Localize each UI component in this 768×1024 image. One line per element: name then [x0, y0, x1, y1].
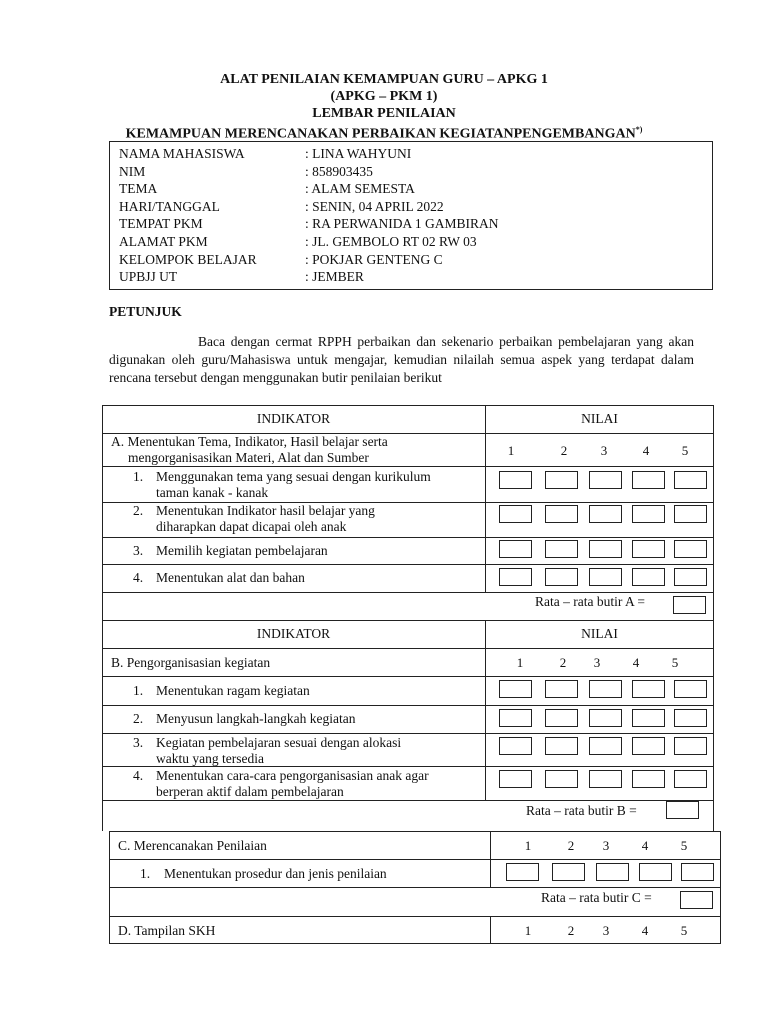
item-number: 4.	[133, 570, 144, 585]
item-text: Menyusun langkah-langkah kegiatan	[156, 711, 356, 726]
item-text-cont: waktu yang tersedia	[156, 751, 264, 766]
score-box[interactable]	[674, 471, 707, 489]
average-label-b: Rata – rata butir B =	[526, 803, 637, 818]
item-number: 1.	[140, 866, 151, 881]
item-text: Kegiatan pembelajaran sesuai dengan alokasi	[156, 735, 402, 750]
scale-label: 1	[524, 923, 532, 938]
info-label: NIM	[119, 164, 146, 179]
score-box[interactable]	[499, 709, 532, 727]
score-box[interactable]	[589, 770, 622, 788]
scale-label: 4	[642, 443, 650, 458]
column-header-indikator: INDIKATOR	[256, 411, 331, 426]
item-number: 1.	[133, 469, 144, 484]
score-box[interactable]	[632, 770, 665, 788]
scale-label: 4	[632, 655, 640, 670]
footnote-marker: *)	[635, 125, 643, 134]
item-text: Menentukan Indikator hasil belajar yang	[156, 503, 375, 518]
info-value: : SENIN, 04 APRIL 2022	[305, 199, 444, 214]
score-box[interactable]	[545, 471, 578, 489]
score-box[interactable]	[545, 540, 578, 558]
scale-label: 2	[567, 838, 575, 853]
info-value: : 858903435	[305, 164, 373, 179]
item-number: 3.	[133, 735, 144, 750]
competency-title: KEMAMPUAN MERENCANAKAN PERBAIKAN KEGIATANPENGEMBANGAN*)	[125, 125, 643, 142]
info-label: TEMA	[119, 181, 158, 196]
score-box[interactable]	[674, 540, 707, 558]
item-text: Memilih kegiatan pembelajaran	[156, 543, 328, 558]
scale-label: 2	[560, 443, 568, 458]
scale-label: 1	[516, 655, 524, 670]
score-box[interactable]	[589, 680, 622, 698]
item-number: 2.	[133, 503, 144, 518]
info-label: UPBJJ UT	[119, 269, 178, 284]
score-box[interactable]	[499, 540, 532, 558]
score-box[interactable]	[589, 505, 622, 523]
score-box[interactable]	[545, 568, 578, 586]
score-box[interactable]	[632, 505, 665, 523]
item-text: Menentukan alat dan bahan	[156, 570, 305, 585]
average-box-a[interactable]	[673, 596, 706, 614]
info-label: KELOMPOK BELAJAR	[119, 252, 257, 267]
score-box[interactable]	[674, 680, 707, 698]
form-subtitle: (APKG – PKM 1)	[330, 89, 438, 104]
score-box[interactable]	[632, 540, 665, 558]
scale-label: 5	[680, 923, 688, 938]
score-box[interactable]	[632, 471, 665, 489]
info-label: NAMA MAHASISWA	[119, 146, 245, 161]
section-b-title: B. Pengorganisasian kegiatan	[111, 655, 271, 670]
section-c-title: C. Merencanakan Penilaian	[118, 838, 267, 853]
scale-label: 2	[567, 923, 575, 938]
column-header-nilai: NILAI	[581, 411, 618, 426]
instructions-text: Baca dengan cermat RPPH perbaikan dan sekenario perbaikan pembelajaran yang akan digunakan oleh guru/Mahasiswa untuk mengajar, kemudian nilailah semua aspek yang terdapat dalam rencana tersebut dengan menggunakan butir penilaian berikut	[109, 334, 694, 385]
score-box[interactable]	[674, 737, 707, 755]
item-text: Menentukan cara-cara pengorganisasian anak agar	[156, 768, 429, 783]
column-header-indikator: INDIKATOR	[256, 626, 331, 641]
item-number: 2.	[133, 711, 144, 726]
score-box[interactable]	[499, 505, 532, 523]
scale-label: 4	[641, 923, 649, 938]
scale-label: 3	[593, 655, 601, 670]
average-box-b[interactable]	[666, 801, 699, 819]
score-box[interactable]	[639, 863, 672, 881]
scale-label: 5	[681, 443, 689, 458]
info-value: : ALAM SEMESTA	[305, 181, 415, 196]
scale-label: 3	[600, 443, 608, 458]
score-box[interactable]	[632, 680, 665, 698]
score-box[interactable]	[499, 737, 532, 755]
score-box[interactable]	[545, 737, 578, 755]
scale-label: 2	[559, 655, 567, 670]
item-number: 1.	[133, 683, 144, 698]
score-box[interactable]	[545, 680, 578, 698]
score-box[interactable]	[506, 863, 539, 881]
scale-label: 1	[507, 443, 515, 458]
scale-label: 1	[524, 838, 532, 853]
score-box[interactable]	[674, 505, 707, 523]
score-box[interactable]	[499, 568, 532, 586]
info-value: : LINA WAHYUNI	[305, 146, 412, 161]
info-label: HARI/TANGGAL	[119, 199, 220, 214]
score-box[interactable]	[589, 737, 622, 755]
item-text-cont: taman kanak - kanak	[156, 485, 269, 500]
scale-label: 5	[671, 655, 679, 670]
section-a-title: A. Menentukan Tema, Indikator, Hasil belajar serta	[111, 434, 388, 449]
average-label-a: Rata – rata butir A =	[535, 594, 645, 609]
score-box[interactable]	[596, 863, 629, 881]
sheet-title: LEMBAR PENILAIAN	[312, 106, 456, 121]
scale-label: 5	[680, 838, 688, 853]
score-box[interactable]	[545, 770, 578, 788]
scale-label: 4	[641, 838, 649, 853]
score-box[interactable]	[499, 680, 532, 698]
score-box[interactable]	[589, 540, 622, 558]
scale-label: 3	[602, 923, 610, 938]
average-box-c[interactable]	[680, 891, 713, 909]
item-number: 3.	[133, 543, 144, 558]
section-d-title: D. Tampilan SKH	[118, 923, 216, 938]
item-text-cont: diharapkan dapat dicapai oleh anak	[156, 519, 347, 534]
score-box[interactable]	[632, 709, 665, 727]
item-text: Menentukan ragam kegiatan	[156, 683, 310, 698]
score-box[interactable]	[674, 770, 707, 788]
score-box[interactable]	[545, 709, 578, 727]
score-box[interactable]	[589, 568, 622, 586]
score-box[interactable]	[589, 709, 622, 727]
info-value: : JEMBER	[305, 269, 364, 284]
score-box[interactable]	[499, 471, 532, 489]
identity-box	[109, 141, 713, 290]
score-box[interactable]	[632, 568, 665, 586]
scale-label: 3	[602, 838, 610, 853]
score-box[interactable]	[681, 863, 714, 881]
score-box[interactable]	[545, 505, 578, 523]
score-box[interactable]	[552, 863, 585, 881]
info-value: : JL. GEMBOLO RT 02 RW 03	[305, 234, 477, 249]
score-box[interactable]	[632, 737, 665, 755]
item-text-cont: berperan aktif dalam pembelajaran	[156, 784, 344, 799]
column-header-nilai: NILAI	[581, 626, 618, 641]
info-value: : RA PERWANIDA 1 GAMBIRAN	[305, 216, 499, 231]
item-text: Menentukan prosedur dan jenis penilaian	[164, 866, 387, 881]
info-label: TEMPAT PKM	[119, 216, 203, 231]
section-a-title-cont: mengorganisasikan Materi, Alat dan Sumber	[128, 450, 369, 465]
score-box[interactable]	[674, 709, 707, 727]
form-title: ALAT PENILAIAN KEMAMPUAN GURU – APKG 1	[220, 72, 548, 87]
score-box[interactable]	[589, 471, 622, 489]
average-label-c: Rata – rata butir C =	[541, 890, 652, 905]
score-box[interactable]	[499, 770, 532, 788]
info-label: ALAMAT PKM	[119, 234, 208, 249]
score-box[interactable]	[674, 568, 707, 586]
item-number: 4.	[133, 768, 144, 783]
info-value: : POKJAR GENTENG C	[305, 252, 443, 267]
item-text: Menggunakan tema yang sesuai dengan kurikulum	[156, 469, 431, 484]
instructions-heading: PETUNJUK	[109, 304, 182, 319]
